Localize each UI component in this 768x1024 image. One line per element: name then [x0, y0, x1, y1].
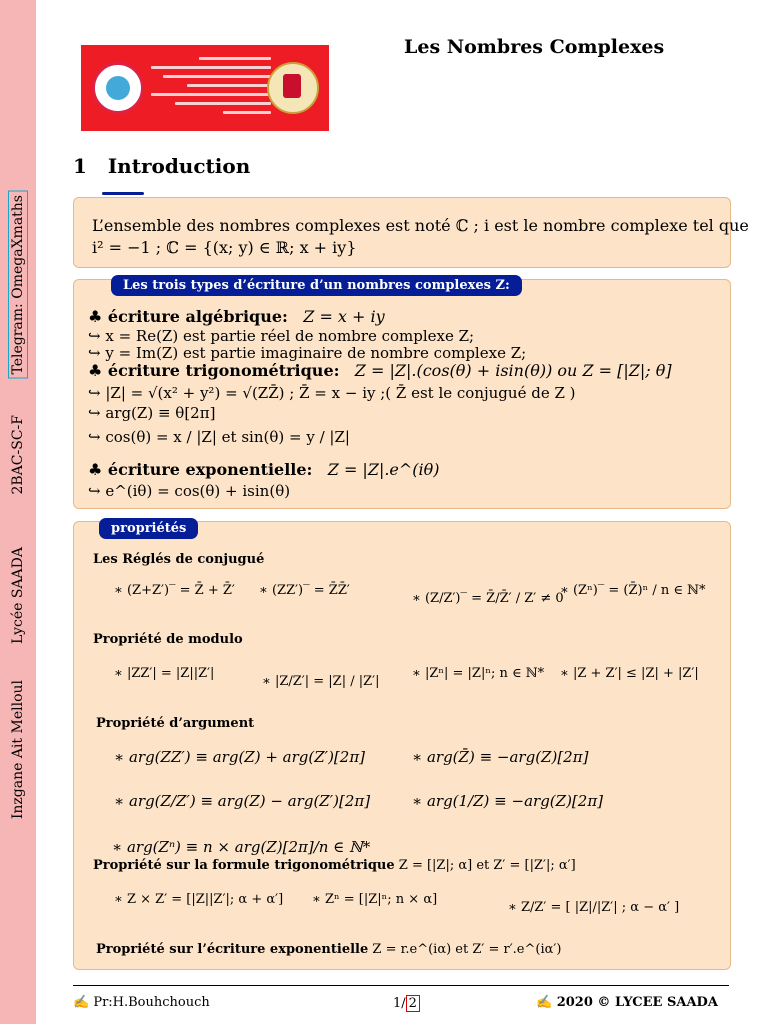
conjugate-rule-3: ∗ (Z/Z′)‾ = Z̄/Z̄′ / Z′ ≠ 0	[412, 591, 564, 606]
modulus-rule-2: ∗ |Z/Z′| = |Z| / |Z′|	[262, 674, 380, 689]
footer-copyright: ✍ 2020 © LYCEE SAADA	[536, 995, 718, 1010]
conjugate-rule-1: ∗ (Z+Z′)‾ = Z̄ + Z̄′	[114, 583, 235, 598]
footer-rule	[73, 985, 729, 986]
conjugate-heading: Les Réglés de conjugué	[93, 552, 265, 567]
argument-rule-1: ∗ arg(ZZ′) ≡ arg(Z) + arg(Z′)[2π]	[114, 748, 366, 766]
argument-rule-2: ∗ arg(Z̄) ≡ −arg(Z)[2π]	[412, 748, 589, 766]
intro-line-2: i² = −1 ; ℂ = {(x; y) ∈ ℝ; x + iy}	[92, 238, 357, 257]
telegram-label[interactable]	[5, 195, 31, 375]
exponential-line: ♣ écriture exponentielle: Z = |Z|.e^(iθ)	[88, 460, 440, 479]
modulus-heading: Propriété de modulo	[93, 632, 243, 647]
left-sidebar	[0, 0, 36, 1024]
next-page-link[interactable]: 2	[406, 995, 420, 1012]
section-heading: 1 Introduction	[73, 154, 251, 178]
algebraic-line: ♣ écriture algébrique: Z = x + iy	[88, 307, 385, 326]
intro-line-1: L’ensemble des nombres complexes est noté ℂ ; i est le nombre complexe tel que	[92, 216, 749, 235]
intro-panel	[73, 197, 749, 268]
writing-types-tab: Les trois types d’écriture d’un nombres complexes Z:	[111, 275, 522, 296]
exp-formula-heading: Propriété sur l’écriture exponentielle Z = r.e^(iα) et Z′ = r′.e^(iα′)	[96, 942, 562, 957]
trig-formula-heading: Propriété sur la formule trigonométrique Z = [|Z|; α] et Z′ = [|Z′|; α′]	[93, 858, 576, 873]
class-label: 2BAC-SC-F	[10, 415, 26, 495]
banner-text-lines	[151, 51, 271, 120]
argument-rule-3: ∗ arg(Z/Z′) ≡ arg(Z) − arg(Z′)[2π]	[114, 792, 371, 810]
school-logo-icon	[92, 62, 144, 114]
trig-rule-3: ∗ Z/Z′ = [ |Z|/|Z′| ; α − α′ ]	[508, 900, 680, 915]
trigonometric-line: ♣ écriture trigonométrique: Z = |Z|.(cos(θ) + isin(θ)) ou Z = [|Z|; θ]	[88, 361, 672, 380]
document-title: Les Nombres Complexes	[404, 36, 665, 58]
writing-types-panel	[73, 279, 731, 509]
imaginary-part-line: ↪ y = Im(Z) est partie imaginaire de nombre complexe Z;	[88, 344, 527, 362]
argument-rule-5: ∗ arg(Zⁿ) ≡ n × arg(Z)[2π]/n ∈ ℕ*	[112, 838, 371, 856]
argument-rule-4: ∗ arg(1/Z) ≡ −arg(Z)[2π]	[412, 792, 604, 810]
location-label: Inzgane Ait Melloul	[10, 680, 26, 820]
trig-rule-1: ∗ Z × Z′ = [|Z||Z′|; α + α′]	[114, 892, 284, 907]
telegram-text: Telegram: OmegaXmaths	[8, 191, 28, 379]
properties-panel	[73, 521, 731, 970]
school-label: Lycée SAADA	[10, 546, 26, 644]
conjugate-rule-2: ∗ (ZZ′)‾ = Z̄Z̄′	[259, 583, 350, 598]
trig-rule-2: ∗ Zⁿ = [|Z|ⁿ; n × α]	[312, 892, 438, 907]
modulus-rule-3: ∗ |Zⁿ| = |Z|ⁿ; n ∈ ℕ*	[412, 666, 545, 681]
footer-author: ✍ Pr:H.Bouhchouch	[73, 995, 210, 1010]
conjugate-rule-4: ∗ (Zⁿ)‾ = (Z̄)ⁿ / n ∈ ℕ*	[560, 583, 706, 598]
academy-banner	[81, 45, 329, 131]
coat-of-arms-icon	[267, 62, 319, 114]
real-part-line: ↪ x = Re(Z) est partie réel de nombre complexe Z;	[88, 327, 475, 345]
modulus-rule-1: ∗ |ZZ′| = |Z||Z′|	[114, 666, 215, 681]
properties-tab: propriétés	[99, 518, 198, 539]
intro-tab	[102, 192, 144, 195]
argument-heading: Propriété d’argument	[96, 716, 255, 731]
cos-sin-line: ↪ cos(θ) = x / |Z| et sin(θ) = y / |Z|	[88, 428, 350, 446]
modulus-line: ↪ |Z| = √(x² + y²) = √(ZZ̄) ; Z̄ = x − iy ;( Z̄ est le conjugué de Z )	[88, 384, 576, 402]
argument-line: ↪ arg(Z) ≡ θ[2π]	[88, 404, 216, 422]
modulus-rule-4: ∗ |Z + Z′| ≤ |Z| + |Z′|	[560, 666, 699, 681]
euler-line: ↪ e^(iθ) = cos(θ) + isin(θ)	[88, 482, 291, 500]
page-number: 1/ 2	[393, 995, 420, 1012]
